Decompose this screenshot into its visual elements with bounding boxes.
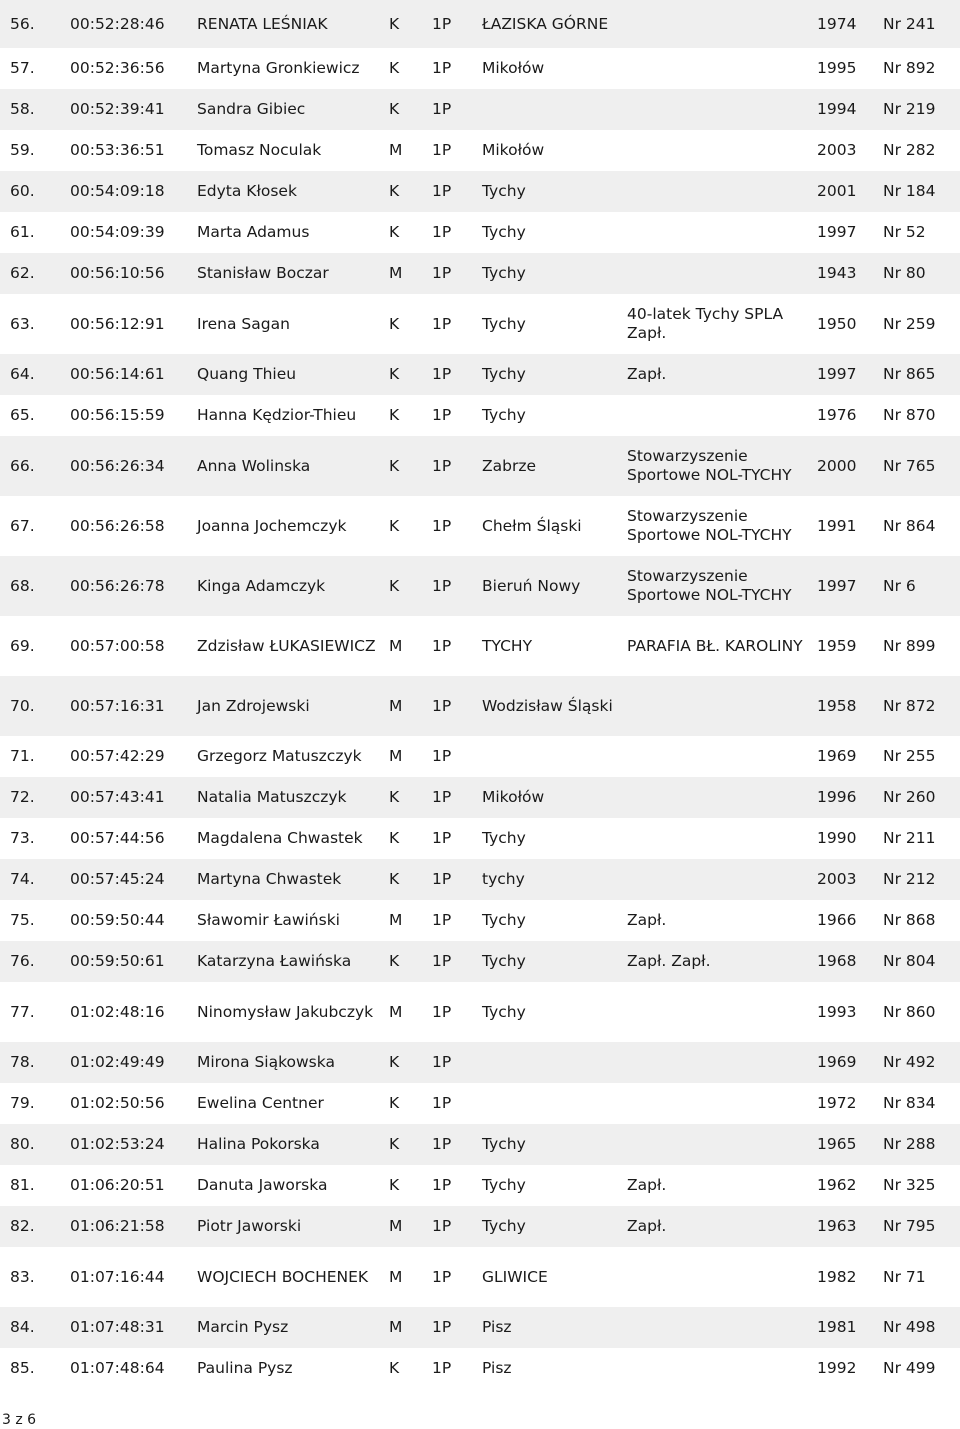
- category-cell: 1P: [432, 365, 452, 383]
- category-cell: 1P: [432, 1094, 452, 1112]
- bib-cell: Nr 870: [883, 406, 936, 424]
- city-cell: Tychy: [482, 1002, 526, 1021]
- place-cell: 68.: [10, 576, 35, 595]
- birth-year-cell: 1991: [817, 516, 857, 535]
- name-cell: Sławomir Ławiński: [197, 911, 340, 929]
- birth-year-cell: 1943: [817, 264, 857, 282]
- time-cell: 00:56:26:34: [70, 456, 165, 475]
- sex-cell: K: [389, 223, 400, 241]
- table-row: [0, 1165, 960, 1206]
- place-cell: 56.: [10, 14, 35, 33]
- sex-cell: K: [389, 365, 400, 383]
- name-cell: Tomasz Noculak: [197, 141, 322, 159]
- city-cell: Mikołów: [482, 788, 545, 806]
- sex-cell: K: [389, 456, 400, 475]
- category-cell: 1P: [432, 576, 452, 595]
- birth-year-cell: 1950: [817, 314, 857, 333]
- birth-year-cell: 1990: [817, 829, 857, 847]
- club-cell: Stowarzyszenie Sportowe NOL-TYCHY: [627, 567, 792, 604]
- place-cell: 71.: [10, 747, 35, 765]
- time-cell: 00:56:10:56: [70, 264, 165, 282]
- category-cell: 1P: [432, 14, 452, 33]
- category-cell: 1P: [432, 456, 452, 475]
- bib-cell: Nr 795: [883, 1217, 936, 1235]
- category-cell: 1P: [432, 696, 452, 715]
- time-cell: 01:02:53:24: [70, 1135, 165, 1153]
- time-cell: 01:06:21:58: [70, 1217, 165, 1235]
- city-cell: Pisz: [482, 1359, 512, 1377]
- category-cell: 1P: [432, 1267, 452, 1286]
- name-cell: Edyta Kłosek: [197, 182, 297, 200]
- table-row: [0, 1307, 960, 1348]
- table-row: [0, 900, 960, 941]
- place-cell: 57.: [10, 59, 35, 77]
- place-cell: 85.: [10, 1359, 35, 1377]
- category-cell: 1P: [432, 952, 452, 970]
- birth-year-cell: 1997: [817, 365, 857, 383]
- time-cell: 00:57:43:41: [70, 788, 165, 806]
- name-cell: Stanisław Boczar: [197, 264, 329, 282]
- bib-cell: Nr 6: [883, 576, 916, 595]
- category-cell: 1P: [432, 636, 452, 655]
- club-cell: Zapł. Zapł.: [627, 952, 711, 970]
- place-cell: 82.: [10, 1217, 35, 1235]
- place-cell: 63.: [10, 314, 35, 333]
- birth-year-cell: 1982: [817, 1267, 857, 1286]
- birth-year-cell: 1969: [817, 1053, 857, 1071]
- place-cell: 70.: [10, 696, 35, 715]
- category-cell: 1P: [432, 747, 452, 765]
- bib-cell: Nr 868: [883, 911, 936, 929]
- birth-year-cell: 2003: [817, 870, 857, 888]
- birth-year-cell: 1993: [817, 1002, 857, 1021]
- time-cell: 00:59:50:61: [70, 952, 165, 970]
- place-cell: 65.: [10, 406, 35, 424]
- bib-cell: Nr 184: [883, 182, 936, 200]
- time-cell: 00:54:09:39: [70, 223, 165, 241]
- name-cell: Mirona Siąkowska: [197, 1053, 335, 1071]
- name-cell: Katarzyna Ławińska: [197, 952, 352, 970]
- time-cell: 01:07:48:64: [70, 1359, 165, 1377]
- table-row: [0, 354, 960, 395]
- bib-cell: Nr 212: [883, 870, 936, 888]
- name-cell: Halina Pokorska: [197, 1135, 320, 1153]
- bib-cell: Nr 219: [883, 100, 936, 118]
- place-cell: 84.: [10, 1318, 35, 1336]
- birth-year-cell: 1972: [817, 1094, 857, 1112]
- birth-year-cell: 1962: [817, 1176, 857, 1194]
- category-cell: 1P: [432, 59, 452, 77]
- time-cell: 01:02:50:56: [70, 1094, 165, 1112]
- name-cell: Ewelina Centner: [197, 1094, 324, 1112]
- birth-year-cell: 1963: [817, 1217, 857, 1235]
- city-cell: Tychy: [482, 911, 526, 929]
- sex-cell: K: [389, 1094, 400, 1112]
- sex-cell: K: [389, 1135, 400, 1153]
- table-row: [0, 1083, 960, 1124]
- table-row: [0, 436, 960, 496]
- sex-cell: M: [389, 911, 403, 929]
- sex-cell: M: [389, 747, 403, 765]
- city-cell: Tychy: [482, 829, 526, 847]
- name-cell: Hanna Kędzior-Thieu: [197, 406, 357, 424]
- table-row: [0, 89, 960, 130]
- bib-cell: Nr 211: [883, 829, 936, 847]
- sex-cell: K: [389, 314, 400, 333]
- birth-year-cell: 1969: [817, 747, 857, 765]
- category-cell: 1P: [432, 1176, 452, 1194]
- page-indicator: 3 z 6: [2, 1412, 37, 1428]
- name-cell: Paulina Pysz: [197, 1359, 293, 1377]
- table-row: [0, 212, 960, 253]
- birth-year-cell: 1958: [817, 696, 857, 715]
- bib-cell: Nr 872: [883, 696, 936, 715]
- sex-cell: K: [389, 406, 400, 424]
- bib-cell: Nr 282: [883, 141, 936, 159]
- name-cell: Quang Thieu: [197, 365, 297, 383]
- time-cell: 00:56:14:61: [70, 365, 165, 383]
- time-cell: 00:54:09:18: [70, 182, 165, 200]
- name-cell: RENATA LEŚNIAK: [197, 14, 328, 33]
- place-cell: 83.: [10, 1267, 35, 1286]
- city-cell: ŁAZISKA GÓRNE: [482, 14, 609, 33]
- category-cell: 1P: [432, 1135, 452, 1153]
- city-cell: TYCHY: [482, 636, 533, 655]
- birth-year-cell: 1997: [817, 576, 857, 595]
- birth-year-cell: 1959: [817, 636, 857, 655]
- category-cell: 1P: [432, 911, 452, 929]
- sex-cell: M: [389, 1267, 403, 1286]
- birth-year-cell: 1968: [817, 952, 857, 970]
- time-cell: 00:56:26:78: [70, 576, 165, 595]
- sex-cell: K: [389, 59, 400, 77]
- name-cell: Sandra Gibiec: [197, 100, 306, 118]
- sex-cell: K: [389, 788, 400, 806]
- place-cell: 73.: [10, 829, 35, 847]
- city-cell: Mikołów: [482, 141, 545, 159]
- bib-cell: Nr 492: [883, 1053, 936, 1071]
- place-cell: 75.: [10, 911, 35, 929]
- place-cell: 66.: [10, 456, 35, 475]
- category-cell: 1P: [432, 141, 452, 159]
- table-row: [0, 0, 960, 48]
- category-cell: 1P: [432, 788, 452, 806]
- name-cell: WOJCIECH BOCHENEK: [197, 1267, 369, 1286]
- bib-cell: Nr 288: [883, 1135, 936, 1153]
- category-cell: 1P: [432, 182, 452, 200]
- city-cell: Tychy: [482, 314, 526, 333]
- club-cell: 40-latek Tychy SPLA Zapł.: [627, 305, 784, 342]
- place-cell: 81.: [10, 1176, 35, 1194]
- place-cell: 78.: [10, 1053, 35, 1071]
- bib-cell: Nr 241: [883, 14, 936, 33]
- table-row: [0, 616, 960, 676]
- table-row: [0, 982, 960, 1042]
- time-cell: 01:02:49:49: [70, 1053, 165, 1071]
- club-cell: Stowarzyszenie Sportowe NOL-TYCHY: [627, 447, 792, 484]
- category-cell: 1P: [432, 870, 452, 888]
- city-cell: Bieruń Nowy: [482, 576, 581, 595]
- sex-cell: K: [389, 516, 400, 535]
- city-cell: Mikołów: [482, 59, 545, 77]
- city-cell: Tychy: [482, 365, 526, 383]
- table-row: [0, 556, 960, 616]
- name-cell: Irena Sagan: [197, 314, 290, 333]
- name-cell: Kinga Adamczyk: [197, 576, 326, 595]
- place-cell: 67.: [10, 516, 35, 535]
- sex-cell: K: [389, 952, 400, 970]
- birth-year-cell: 1966: [817, 911, 857, 929]
- category-cell: 1P: [432, 264, 452, 282]
- category-cell: 1P: [432, 829, 452, 847]
- name-cell: Marta Adamus: [197, 223, 310, 241]
- place-cell: 61.: [10, 223, 35, 241]
- table-row: [0, 676, 960, 736]
- place-cell: 58.: [10, 100, 35, 118]
- bib-cell: Nr 899: [883, 636, 936, 655]
- sex-cell: K: [389, 1053, 400, 1071]
- place-cell: 62.: [10, 264, 35, 282]
- table-row: [0, 1042, 960, 1083]
- time-cell: 00:52:36:56: [70, 59, 165, 77]
- birth-year-cell: 1981: [817, 1318, 857, 1336]
- bib-cell: Nr 260: [883, 788, 936, 806]
- birth-year-cell: 1992: [817, 1359, 857, 1377]
- table-row: [0, 1124, 960, 1165]
- place-cell: 72.: [10, 788, 35, 806]
- sex-cell: M: [389, 1318, 403, 1336]
- time-cell: 00:53:36:51: [70, 141, 165, 159]
- birth-year-cell: 2001: [817, 182, 857, 200]
- time-cell: 00:57:44:56: [70, 829, 165, 847]
- sex-cell: M: [389, 636, 403, 655]
- birth-year-cell: 2000: [817, 456, 857, 475]
- name-cell: Grzegorz Matuszczyk: [197, 747, 362, 765]
- bib-cell: Nr 52: [883, 223, 926, 241]
- place-cell: 64.: [10, 365, 35, 383]
- place-cell: 77.: [10, 1002, 35, 1021]
- place-cell: 60.: [10, 182, 35, 200]
- sex-cell: K: [389, 870, 400, 888]
- table-row: [0, 818, 960, 859]
- name-cell: Ninomysław Jakubczyk: [197, 1002, 374, 1021]
- name-cell: Martyna Gronkiewicz: [197, 59, 360, 77]
- bib-cell: Nr 864: [883, 516, 936, 535]
- name-cell: Joanna Jochemczyk: [197, 516, 347, 535]
- city-cell: tychy: [482, 870, 525, 888]
- city-cell: Tychy: [482, 1176, 526, 1194]
- place-cell: 76.: [10, 952, 35, 970]
- name-cell: Zdzisław ŁUKASIEWICZ: [197, 636, 376, 655]
- club-cell: Zapł.: [627, 365, 667, 383]
- bib-cell: Nr 498: [883, 1318, 936, 1336]
- city-cell: GLIWICE: [482, 1267, 548, 1286]
- birth-year-cell: 1995: [817, 59, 857, 77]
- city-cell: Tychy: [482, 406, 526, 424]
- time-cell: 00:57:00:58: [70, 636, 165, 655]
- time-cell: 00:56:15:59: [70, 406, 165, 424]
- name-cell: Natalia Matuszczyk: [197, 788, 347, 806]
- time-cell: 01:02:48:16: [70, 1002, 165, 1021]
- city-cell: Zabrze: [482, 456, 537, 475]
- time-cell: 00:57:45:24: [70, 870, 165, 888]
- sex-cell: K: [389, 182, 400, 200]
- table-row: [0, 171, 960, 212]
- table-row: [0, 859, 960, 900]
- birth-year-cell: 1976: [817, 406, 857, 424]
- category-cell: 1P: [432, 1318, 452, 1336]
- city-cell: Tychy: [482, 182, 526, 200]
- club-cell: PARAFIA BŁ. KAROLINY: [627, 636, 803, 655]
- table-row: [0, 1247, 960, 1307]
- table-row: [0, 736, 960, 777]
- sex-cell: K: [389, 14, 400, 33]
- table-row: [0, 777, 960, 818]
- time-cell: 00:57:16:31: [70, 696, 165, 715]
- sex-cell: M: [389, 696, 403, 715]
- sex-cell: K: [389, 829, 400, 847]
- time-cell: 00:52:39:41: [70, 100, 165, 118]
- place-cell: 69.: [10, 636, 35, 655]
- birth-year-cell: 1996: [817, 788, 857, 806]
- name-cell: Jan Zdrojewski: [197, 696, 310, 715]
- name-cell: Piotr Jaworski: [197, 1217, 302, 1235]
- sex-cell: K: [389, 1359, 400, 1377]
- time-cell: 01:06:20:51: [70, 1176, 165, 1194]
- sex-cell: M: [389, 1002, 403, 1021]
- category-cell: 1P: [432, 223, 452, 241]
- bib-cell: Nr 325: [883, 1176, 936, 1194]
- category-cell: 1P: [432, 1217, 452, 1235]
- time-cell: 00:59:50:44: [70, 911, 165, 929]
- place-cell: 80.: [10, 1135, 35, 1153]
- bib-cell: Nr 892: [883, 59, 936, 77]
- category-cell: 1P: [432, 516, 452, 535]
- bib-cell: Nr 259: [883, 314, 936, 333]
- bib-cell: Nr 80: [883, 264, 926, 282]
- name-cell: Magdalena Chwastek: [197, 829, 363, 847]
- name-cell: Danuta Jaworska: [197, 1176, 328, 1194]
- table-row: [0, 941, 960, 982]
- club-cell: Zapł.: [627, 1217, 667, 1235]
- city-cell: Chełm Śląski: [482, 516, 582, 535]
- city-cell: Tychy: [482, 952, 526, 970]
- time-cell: 00:56:26:58: [70, 516, 165, 535]
- name-cell: Anna Wolinska: [197, 456, 311, 475]
- place-cell: 59.: [10, 141, 35, 159]
- sex-cell: K: [389, 1176, 400, 1194]
- sex-cell: M: [389, 264, 403, 282]
- table-row: [0, 1206, 960, 1247]
- bib-cell: Nr 499: [883, 1359, 936, 1377]
- city-cell: Wodzisław Śląski: [482, 696, 613, 715]
- birth-year-cell: 1974: [817, 14, 857, 33]
- bib-cell: Nr 804: [883, 952, 936, 970]
- time-cell: 00:56:12:91: [70, 314, 165, 333]
- table-row: [0, 48, 960, 89]
- club-cell: Zapł.: [627, 1176, 667, 1194]
- birth-year-cell: 1997: [817, 223, 857, 241]
- time-cell: 01:07:48:31: [70, 1318, 165, 1336]
- sex-cell: K: [389, 576, 400, 595]
- time-cell: 00:52:28:46: [70, 14, 165, 33]
- birth-year-cell: 1965: [817, 1135, 857, 1153]
- time-cell: 00:57:42:29: [70, 747, 165, 765]
- city-cell: Tychy: [482, 1217, 526, 1235]
- table-row: [0, 496, 960, 556]
- bib-cell: Nr 860: [883, 1002, 936, 1021]
- bib-cell: Nr 255: [883, 747, 936, 765]
- table-row: [0, 395, 960, 436]
- name-cell: Martyna Chwastek: [197, 870, 342, 888]
- club-cell: Zapł.: [627, 911, 667, 929]
- bib-cell: Nr 834: [883, 1094, 936, 1112]
- category-cell: 1P: [432, 314, 452, 333]
- category-cell: 1P: [432, 1053, 452, 1071]
- city-cell: Pisz: [482, 1318, 512, 1336]
- category-cell: 1P: [432, 1359, 452, 1377]
- category-cell: 1P: [432, 1002, 452, 1021]
- table-row: [0, 130, 960, 171]
- sex-cell: M: [389, 1217, 403, 1235]
- bib-cell: Nr 865: [883, 365, 936, 383]
- club-cell: Stowarzyszenie Sportowe NOL-TYCHY: [627, 507, 792, 544]
- city-cell: Tychy: [482, 223, 526, 241]
- sex-cell: K: [389, 100, 400, 118]
- bib-cell: Nr 765: [883, 456, 936, 475]
- place-cell: 79.: [10, 1094, 35, 1112]
- time-cell: 01:07:16:44: [70, 1267, 165, 1286]
- city-cell: Tychy: [482, 1135, 526, 1153]
- table-row: [0, 294, 960, 354]
- table-row: [0, 1348, 960, 1389]
- birth-year-cell: 1994: [817, 100, 857, 118]
- category-cell: 1P: [432, 406, 452, 424]
- bib-cell: Nr 71: [883, 1267, 926, 1286]
- sex-cell: M: [389, 141, 403, 159]
- place-cell: 74.: [10, 870, 35, 888]
- category-cell: 1P: [432, 100, 452, 118]
- name-cell: Marcin Pysz: [197, 1318, 289, 1336]
- city-cell: Tychy: [482, 264, 526, 282]
- table-row: [0, 253, 960, 294]
- birth-year-cell: 2003: [817, 141, 857, 159]
